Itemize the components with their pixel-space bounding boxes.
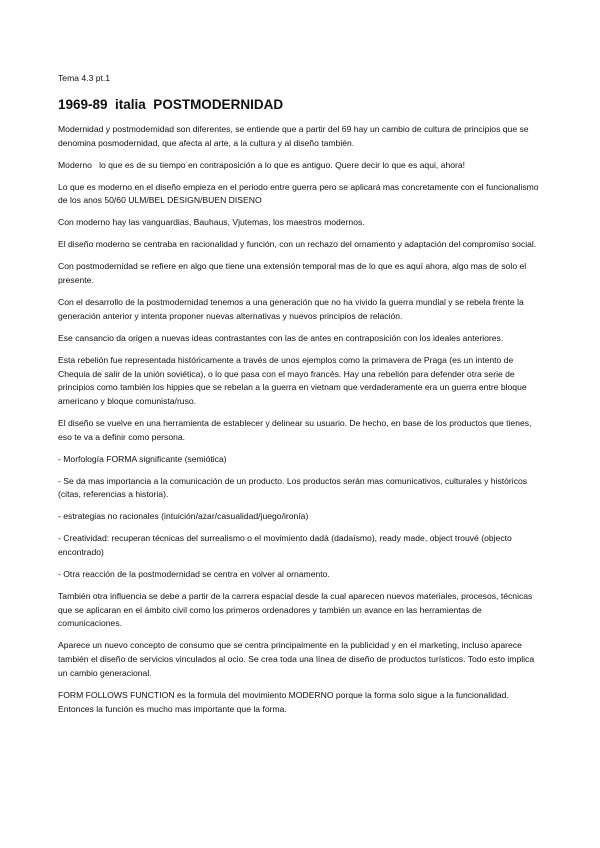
paragraph-12: Aparece un nuevo concepto de consumo que se centra principalmente en la publicidad y en el marketing, incluso aparece también el diseño de servicios vinculados al ocio. Se crea toda una línea de diseño de productos turísticos. Todo esto implica un cambio generacional.	[58, 640, 535, 678]
paragraph-1: Modernidad y postmodernidad son diferentes, se entiende que a partir del 69 hay un cambio de cultura de principios que se denomina posmodernidad, que afecta al arte, a la cultura y al diseño también.	[58, 124, 529, 148]
page-title: 1969-89 italia POSTMODERNIDAD	[58, 97, 284, 112]
list-item-comunicacion: - Se da mas importancia a la comunicación de un producto. Los productos serán mas comunicativos, culturales y históricos (citas, referencias a historia).	[58, 475, 528, 500]
paragraph-2: Moderno lo que es de su tiempo en contraposición a lo que es antiguo. Quere decir lo que es aqui, ahora!	[58, 159, 466, 170]
paragraph-3: Lo que es moderno en el diseño empieza en el periodo entre guerra pero se aplicará mas concretamente con el funcionalismo de los anos 50/60 ULM/BEL DESIGN/BUEN DISENO	[58, 181, 539, 206]
list-item-ornamento: - Otra reacción de la postmodernidad se centra en volver al ornamento.	[58, 569, 330, 580]
paragraph-4: Con moderno hay las vanguardias, Bauhaus, Vjutemas, los maestros modernos.	[58, 217, 365, 228]
paragraph-6: Con postmodernidad se refiere en algo que tiene una extensión temporal mas de lo que es aquí ahora, algo mas de solo el presente.	[58, 261, 527, 286]
paragraph-13: FORM FOLLOWS FUNCTION es la formula del movimiento MODERNO porque la forma solo sigue a la funcionalidad. Entonces la función es mucho mas importante que la forma.	[58, 689, 509, 714]
section-label: Tema 4.3 pt.1	[58, 73, 111, 83]
paragraph-8: Ese cansancio da origen a nuevas ideas contrastantes con las de antes en contraposición con los ideales anteriores.	[58, 332, 504, 343]
paragraph-10: El diseño se vuelve en una herramienta de establecer y delinear su usuario. De hecho, en base de los productos que tienes, eso te va a definir como persona.	[58, 417, 532, 442]
list-item-morfologia: - Morfología FORMA significante (semiótica)	[58, 453, 227, 464]
paragraph-7: Con el desarrollo de la postmodernidad tenemos a una generación que no ha vivido la guerra mundial y se rebela frente la generación anterior y intenta proponer nuevas alternativas y nuevos principios de relación.	[58, 297, 524, 321]
paragraph-11: También otra influencia se debe a partir de la carrera espacial desde la cual aparecen nuevos materiales, procesos, técnicas que se aplicaran en el ámbito civil como los primeros ordenadores y también un avance en las herramientas de comunicaciones.	[58, 591, 533, 629]
paragraph-9: Esta rebelión fue representada históricamente a través de unos ejemplos como la primavera de Praga (es un intento de Chequia de salir de la unión soviética), o lo que pasa con el mayo francés. Hay una rebelión para defender otra serie de principios como también los hippies que se rebelan a la guerra en vietnam que verdaderamente era un guerra entre bloque americano y bloque comunista/ruso.	[58, 354, 527, 406]
paragraph-5: El diseño moderno se centraba en racionalidad y función, con un rechazo del ornamento y adaptación del compromiso social.	[58, 239, 537, 250]
document-page	[58, 72, 546, 725]
list-item-estrategias: - estrategias no racionales (intuición/azar/casualidad/juego/ironía)	[58, 511, 309, 522]
list-item-creatividad: - Creatividad: recuperan técnicas del surrealismo o el movimiento dadà (dadaísmo), ready made, object trouvé (objecto encontrado)	[58, 533, 512, 558]
